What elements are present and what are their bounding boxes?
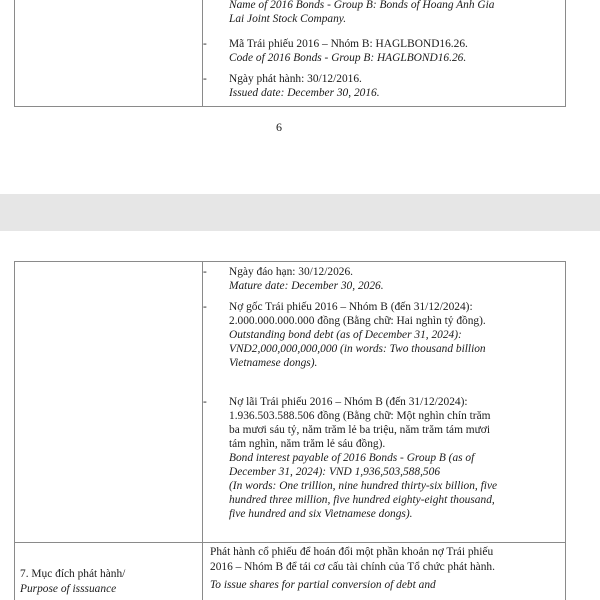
issue-date-en: Issued date: December 30, 2016. [229,87,380,99]
interest-en-line-4: hundred three million, five hundred eighty-eight thousand, [229,494,495,506]
purpose-vi-line-1: Phát hành cổ phiếu để hoán đổi một phần khoản nợ Trái phiếu [210,546,494,558]
table-top-border [14,261,566,262]
table-border-right [565,0,566,106]
page-number: 6 [276,120,282,134]
table-row-divider [14,542,566,543]
principal-vi-line-2: 2.000.000.000.000 đồng (Bằng chữ: Hai nghìn tỷ đồng). [229,315,486,327]
issue-date-vi: Ngày phát hành: 30/12/2016. [229,73,362,85]
maturity-date-item: - Ngày đáo hạn: 30/12/2026. Mature date: December 30, 2026. [203,265,558,293]
purpose-text [210,545,558,593]
purpose-en-line-1: To issue shares for partial conversion of debt and [210,579,436,591]
maturity-date-vi: Ngày đáo hạn: 30/12/2026. [229,266,354,278]
interest-en-line-1: Bond interest payable of 2016 Bonds - Group B (as of [229,452,475,464]
document-page-bottom [0,231,600,600]
table-border-left [14,261,15,600]
purpose-label [20,567,125,597]
principal-vi-line-1: Nợ gốc Trái phiếu 2016 – Nhóm B (đến 31/12/2024): [229,301,473,313]
bond-name-en-continued [203,0,558,26]
bond-code-vi: Mã Trái phiếu 2016 – Nhóm B: HAGLBOND16.26. [229,38,468,50]
bond-name-en-line-2: Lai Joint Stock Company. [229,13,347,25]
interest-vi-line-2: 1.936.503.588.506 đồng (Bằng chữ: Một nghìn chín trăm [229,410,491,422]
document-page-top [0,0,600,172]
page-gap [0,194,600,231]
purpose-vi-line-2: 2016 – Nhóm B để tái cơ cấu tài chính của Tổ chức phát hành. [210,560,495,573]
interest-en-line-2: December 31, 2024): VND 1,936,503,588,506 [229,466,441,478]
interest-debt-item: - Nợ lãi Trái phiếu 2016 – Nhóm B (đến 31/12/2024): 1.936.503.588.506 đồng (Bằng chữ: Một nghìn chín trăm ba mươi sáu tỷ, năm trăm lẻ ba triệu, năm trăm tám mươi tám nghìn, năm trăm lẻ sáu đồng). Bond interest payable of 2016 Bonds - Group B (as of December 31, 2024): VND 1,936,503,588,506 (In words: One trillion, nine hundred thirty-six billion, five hundred three million, five hundred eighty-eight thousand, five hundred and six Vietnamese dongs). [203,395,558,521]
table-border-left [14,0,15,106]
table-bottom-border [14,106,566,107]
bond-code-en: Code of 2016 Bonds - Group B: HAGLBOND16.26. [229,52,467,64]
issue-date-item: - Ngày phát hành: 30/12/2016. Issued date: December 30, 2016. [203,72,558,100]
interest-vi-line-3: ba mươi sáu tỷ, năm trăm lẻ ba triệu, năm trăm tám mươi [229,424,491,436]
table-border-right [565,261,566,600]
principal-en-line-1: Outstanding bond debt (as of December 31, 2024): [229,329,462,341]
purpose-label-en: Purpose of isssuance [20,583,117,595]
interest-en-line-3: (In words: One trillion, nine hundred thirty-six billion, five [229,480,498,492]
bond-code-item: - Mã Trái phiếu 2016 – Nhóm B: HAGLBOND16.26. Code of 2016 Bonds - Group B: HAGLBOND16.26. [203,37,558,65]
principal-debt-item: - Nợ gốc Trái phiếu 2016 – Nhóm B (đến 31/12/2024): 2.000.000.000.000 đồng (Bằng chữ: Hai nghìn tỷ đồng). Outstanding bond debt (as of December 31, 2024): VND2,000,000,000,000 (in words: Two thousand billion Vietnamese dongs). [203,300,558,370]
purpose-label-vi: 7. Mục đích phát hành/ [20,568,126,580]
principal-en-line-2: VND2,000,000,000,000 (in words: Two thousand billion [229,343,486,355]
principal-en-line-3: Vietnamese dongs). [229,357,318,369]
maturity-date-en: Mature date: December 30, 2026. [229,280,384,292]
interest-en-line-5: five hundred and six Vietnamese dongs). [229,508,413,520]
interest-vi-line-4: tám nghìn, năm trăm lẻ sáu đồng). [229,438,386,450]
interest-vi-line-1: Nợ lãi Trái phiếu 2016 – Nhóm B (đến 31/12/2024): [229,396,468,408]
bond-name-en-line-1: Name of 2016 Bonds - Group B: Bonds of Hoang Anh Gia [229,0,495,11]
